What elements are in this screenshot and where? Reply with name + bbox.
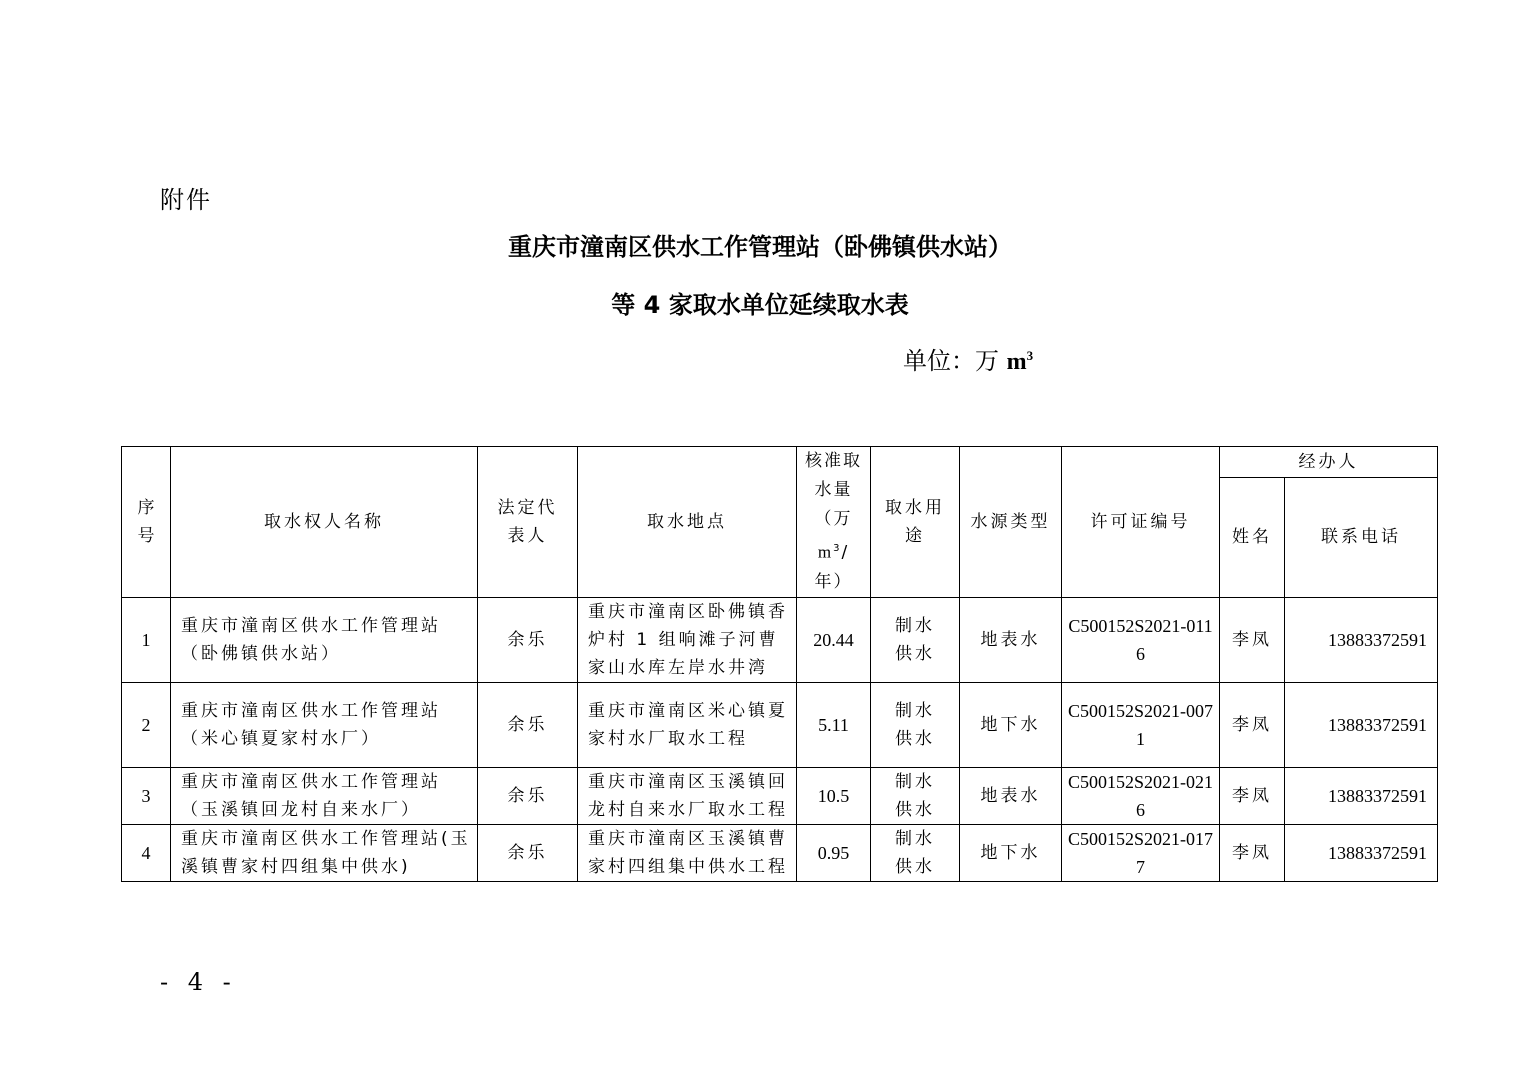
row-name: 重庆市潼南区供水工作管理站（玉溪镇回龙村自来水厂） [171, 767, 478, 824]
row-legal-rep: 余乐 [478, 767, 578, 824]
row-handler-phone: 13883372591 [1285, 597, 1438, 682]
document-title-line-2: 等 4 家取水单位延续取水表 [611, 291, 909, 319]
header-handler-phone: 联系电话 [1285, 477, 1438, 597]
row-quota: 20.44 [797, 597, 871, 682]
row-license-no: C500152S2021-0071 [1062, 682, 1220, 767]
header-handler: 经办人 [1220, 447, 1438, 478]
row-usage: 制水供水 [871, 682, 960, 767]
row-handler-name: 李凤 [1220, 597, 1285, 682]
row-seq: 3 [122, 767, 171, 824]
row-location: 重庆市潼南区卧佛镇香炉村 1 组响滩子河曹家山水库左岸水井湾 [578, 597, 797, 682]
row-name: 重庆市潼南区供水工作管理站（卧佛镇供水站） [171, 597, 478, 682]
row-license-no: C500152S2021-0216 [1062, 767, 1220, 824]
row-quota: 0.95 [797, 824, 871, 881]
row-seq: 4 [122, 824, 171, 881]
row-license-no: C500152S2021-0177 [1062, 824, 1220, 881]
row-handler-phone: 13883372591 [1285, 767, 1438, 824]
row-handler-phone: 13883372591 [1285, 682, 1438, 767]
page-number: - 4 - [160, 968, 237, 996]
header-usage: 取水用途 [871, 447, 960, 598]
row-location: 重庆市潼南区玉溪镇回龙村自来水厂取水工程 [578, 767, 797, 824]
header-quota: 核准取水量（万$m^3/$年） [797, 447, 871, 598]
row-source-type: 地表水 [960, 597, 1062, 682]
row-legal-rep: 余乐 [478, 824, 578, 881]
table-row [122, 597, 1438, 682]
row-handler-phone: 13883372591 [1285, 824, 1438, 881]
row-source-type: 地表水 [960, 767, 1062, 824]
row-seq: 1 [122, 597, 171, 682]
row-license-no: C500152S2021-0116 [1062, 597, 1220, 682]
header-legal-rep: 法定代表人 [478, 447, 578, 598]
table-row [122, 767, 1438, 824]
row-handler-name: 李凤 [1220, 682, 1285, 767]
row-usage: 制水供水 [871, 597, 960, 682]
row-usage: 制水供水 [871, 767, 960, 824]
unit-value: $m^3$ [1006, 348, 1034, 375]
row-name: 重庆市潼南区供水工作管理站（米心镇夏家村水厂） [171, 682, 478, 767]
row-name: 重庆市潼南区供水工作管理站(玉溪镇曹家村四组集中供水) [171, 824, 478, 881]
unit-label: 单位：万 [903, 347, 999, 375]
row-location: 重庆市潼南区米心镇夏家村水厂取水工程 [578, 682, 797, 767]
table-row [122, 682, 1438, 767]
header-name: 取水权人名称 [171, 447, 478, 598]
row-legal-rep: 余乐 [478, 682, 578, 767]
attachment-label: 附件 [160, 186, 212, 214]
header-row [122, 447, 1438, 478]
unit-note [903, 341, 1033, 376]
water-intake-table [121, 446, 1438, 882]
row-source-type: 地下水 [960, 682, 1062, 767]
row-legal-rep: 余乐 [478, 597, 578, 682]
header-handler-name: 姓名 [1220, 477, 1285, 597]
row-quota: 5.11 [797, 682, 871, 767]
header-location: 取水地点 [578, 447, 797, 598]
row-quota: 10.5 [797, 767, 871, 824]
row-source-type: 地下水 [960, 824, 1062, 881]
row-seq: 2 [122, 682, 171, 767]
row-location: 重庆市潼南区玉溪镇曹家村四组集中供水工程 [578, 824, 797, 881]
header-license-no: 许可证编号 [1062, 447, 1220, 598]
row-handler-name: 李凤 [1220, 767, 1285, 824]
row-handler-name: 李凤 [1220, 824, 1285, 881]
header-source-type: 水源类型 [960, 447, 1062, 598]
document-title-line-1: 重庆市潼南区供水工作管理站（卧佛镇供水站） [508, 233, 1012, 261]
table-row [122, 824, 1438, 881]
row-usage: 制水供水 [871, 824, 960, 881]
header-seq: 序号 [122, 447, 171, 598]
